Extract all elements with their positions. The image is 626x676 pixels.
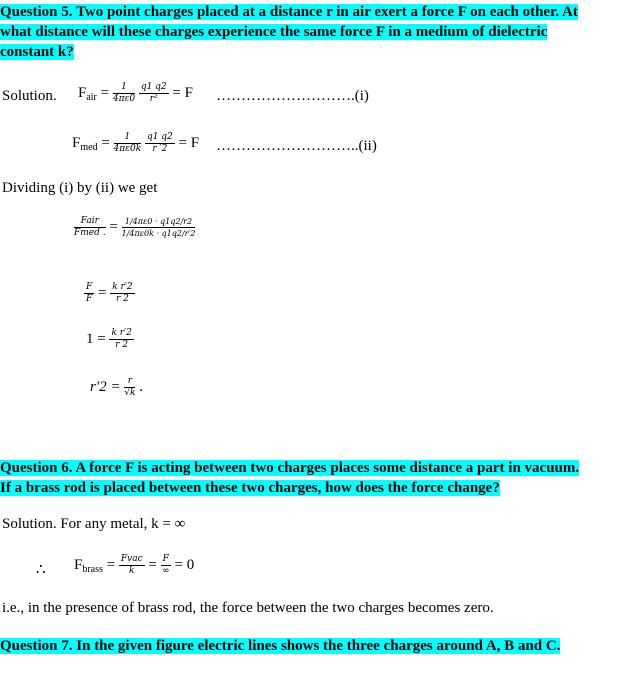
- q7-line1: Question 7. In the given figure electric lines shows the three charges around A, B and C.: [0, 638, 561, 654]
- eq2-tag: ………………………..(ii): [216, 138, 377, 154]
- equation-2: $F_{med}$ = $\frac{1}{4\pi\varepsilon 0k}$ $\frac{q1 q2}{r '2}$ = F: [72, 132, 200, 154]
- question-5: [0, 2, 578, 62]
- f-brass-symbol: F: [74, 556, 83, 573]
- q5-line3: constant k?: [0, 44, 74, 60]
- ratio-step-2: $\frac{F}{F}$ = $\frac{\text{k r′2}}{r 2}$: [86, 282, 133, 304]
- r4-lhs: r′2 =: [90, 378, 121, 395]
- question-6: [0, 458, 579, 498]
- f-med-symbol: F: [72, 134, 81, 151]
- eq2-rhs: = F: [178, 134, 200, 151]
- therefore-symbol: ∴: [36, 562, 46, 578]
- r1-rden: 1/4πε0k · q1q2/r′2: [121, 229, 196, 238]
- brass-den2: ∞: [161, 566, 170, 576]
- eq1-num: 1: [113, 82, 135, 94]
- question-7: [0, 636, 560, 656]
- eq1-num2: q1 q2: [140, 82, 167, 92]
- eq1-tag: ……………………….(i): [216, 88, 369, 104]
- r2-lnum: F: [86, 282, 93, 292]
- ratio-step-3: [86, 328, 134, 351]
- q5-line1: Question 5. Two point charges placed at a distance r in air exert a force F on each other. At: [0, 4, 578, 20]
- eq1-rhs: = F: [172, 84, 193, 101]
- r1-num: Fair: [74, 216, 106, 228]
- r3-rnum: k r′2: [111, 328, 132, 338]
- r3-lhs: 1 =: [86, 330, 106, 347]
- eq1-den2: r²: [149, 94, 158, 104]
- eq2-den: 4πε0k: [113, 144, 142, 154]
- brass-num1: Fvac: [120, 554, 143, 564]
- r2-lden: F: [86, 294, 93, 304]
- eq2-den2: r ′2: [152, 144, 168, 154]
- brass-subscript: brass: [82, 563, 103, 575]
- dividing-text: Dividing (i) by (ii) we get: [2, 180, 158, 196]
- solution-6-line: Solution. For any metal, k = ∞: [2, 516, 186, 532]
- ratio-step-4: [90, 376, 143, 399]
- r3-rden: r 2: [115, 340, 129, 350]
- air-subscript: air: [86, 91, 97, 103]
- brass-rhs: = 0: [174, 556, 195, 573]
- r2-rnum: k r′2: [112, 282, 133, 292]
- equation-1: $F_{air}$ = $\frac{1}{4\pi\varepsilon 0}$ $\frac{q1 q2}{\text{r²}}$ = F: [78, 82, 193, 104]
- r4-rden: √k: [124, 388, 136, 398]
- q6-line1: Question 6. A force F is acting between two charges places some distance a part in vacuum.: [0, 460, 580, 476]
- r1-den: Fmed .: [74, 228, 106, 238]
- r2-rden: r 2: [115, 294, 129, 304]
- f-air-symbol: F: [78, 84, 87, 101]
- brass-num2: F: [162, 554, 169, 564]
- eq1-den: 4πε0: [112, 94, 136, 104]
- q5-line2: what distance will these charges experience the same force F in a medium of dielectric: [0, 24, 548, 40]
- r1-rnum: 1/4πε0 · q1q2/r2: [122, 216, 196, 228]
- med-subscript: med: [80, 141, 98, 153]
- brass-equation: $F_{brass}$ = $\frac{\text{Fvac}}{k}$ = $\frac{F}{\infty}$ = 0: [74, 554, 195, 576]
- brass-den1: k: [129, 566, 135, 576]
- eq2-num: 1: [114, 132, 142, 144]
- r4-end: .: [139, 378, 143, 395]
- solution-6-conclusion: i.e., in the presence of brass rod, the force between the two charges becomes zero.: [2, 600, 494, 616]
- q6-line2: If a brass rod is placed between these two charges, how does the force change?: [0, 480, 500, 496]
- solution-5-label: Solution.: [2, 88, 57, 104]
- r4-rnum: r: [124, 376, 135, 388]
- eq2-num2: q1 q2: [146, 132, 173, 142]
- ratio-step-1: $\frac{\text{Fair}}{\text{Fmed .}}$ = $\frac{1/4\pi\varepsilon 0 \cdot q1q2/r2}{1/4\pi\varepsilon 0k \cdot q1q2/r'2}$: [74, 216, 196, 238]
